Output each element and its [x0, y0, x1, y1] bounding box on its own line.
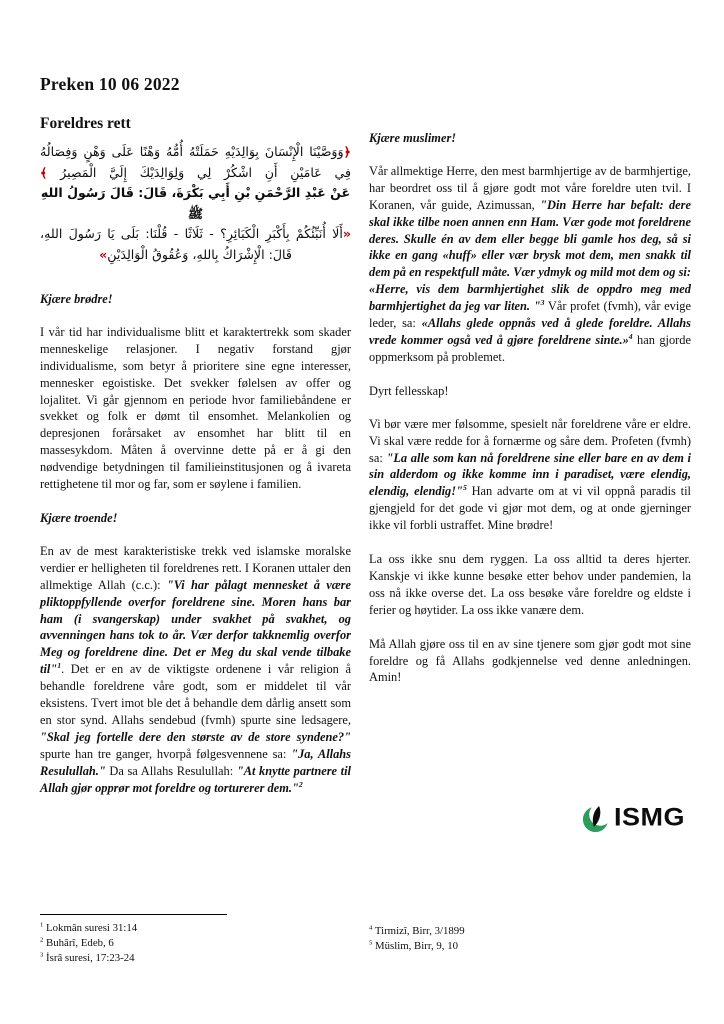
- footnote-3-text: İsrâ suresi, 17:23-24: [46, 951, 135, 964]
- footnote-3-number: 3: [40, 951, 44, 958]
- footnote-1: [40, 921, 351, 936]
- footnote-2-text: Buhârî, Edeb, 6: [46, 936, 114, 949]
- footnote-2: [40, 936, 351, 951]
- paragraph-parents-right: En av de mest karakteristiske trekk ved islamske moralske verdier er helligheten til foreldrenes rett. I Koranen uttaler den allmektige Allah (c.c.): "Vi har pålagt mennesket å være pliktoppfyllende overfor foreldrene sine. Moren hans bar ham (i svangerskap) under svakhet på svakhet, og avvenningen hans tok to år. Vær derfor takknemlig overfor Meg og foreldrene dine. Det er Meg du skal vende tilbake til"$^1$. Det er en av de viktigste ordenene i vår religion å behandle foreldrene våre godt, som er middelet til vår eksistens. Tvert imot ble det å behandle dem dårlig ansett som en stor synd. Allahs sendebud (fvmh) spurte sine ledsagere, "Skal jeg fortelle dere den største av de store syndene?" spurte han tre ganger, hvorpå følgesvennene sa: "Ja, Allahs Resulullah." Da sa Allahs Resulullah: "At knytte partnere til Allah gjør opprør mot foreldre og torturerer dem."$^2$: [40, 543, 352, 795]
- footnote-1-text: Lokmân suresi 31:14: [46, 922, 138, 934]
- left-column: [40, 142, 351, 813]
- section-heading-brothers: Kjære brødre!: [40, 292, 113, 306]
- paragraph-prayer: Må Allah gjøre oss til en av sine tjenere som gjør godt mot sine foreldre og få Allahs godkjennelse ved denne anledningen. Amin!: [369, 636, 691, 685]
- ismg-logo: [580, 801, 685, 834]
- arabic-quran-verse: ﴿وَوَصَّيْنَا الْإِنْسَانَ بِوَالِدَيْهِ حَمَلَتْهُ أُمُّهُ وَهْنًا عَلَى وَهْنٍ وَفِصَالُهُ فِي عَامَيْنِ أَنِ اشْكُرْ لِي وَلِوَالِدَيْكَ إِلَيَّ الْمَصِيرُ ﴾: [40, 144, 351, 180]
- paragraph-visit: La oss ikke snu dem ryggen. La oss alltid ta deres hjerter. Kanskje vi ikke kunne besøke etter behov under pandemien, la oss nå ikke overse det. La oss besøke våre foreldre og eldste i ferier og høytider. La oss ikke vanære dem.: [369, 552, 691, 617]
- page-subtitle: Foreldres rett: [40, 115, 131, 132]
- footnote-4-number: 4: [369, 924, 373, 932]
- paragraph-sensitivity: Vi bør være mer følsomme, spesielt når foreldrene våre er eldre. Vi skal være redde for å fornærme og såre dem. Profeten (fvmh) sa: "La alle som kan nå foreldrene sine eller bare en av dem i sin alderdom og ikke komme inn i paradiset, være elendig, elendig, elendig!"$^5$ Han advarte om at vi vil oppnå paradis til gjengjeld for det gode vi gjør mot dem, og at onde gjerninger ikke vil forbli ustraffet. Mine brødre!: [369, 416, 691, 533]
- page-title: Preken 10 06 2022: [40, 74, 180, 94]
- crescent-leaf-icon: [580, 801, 613, 834]
- arabic-narration-line: عَنْ عَبْدِ الرَّحْمَنِ بْنِ أَبِي بَكْرَةَ، قَالَ: قَالَ رَسُولُ اللهِ ﷺ: [40, 185, 351, 221]
- footnote-4-text: Tirmizî, Birr, 3/1899: [374, 925, 465, 937]
- section-heading-muslims: Kjære muslimer!: [369, 131, 457, 145]
- footnotes-right: [369, 924, 691, 954]
- paragraph-quran-command: Vår allmektige Herre, den mest barmhjertige av de barmhjertige, har beordret oss til å gjøre godt mot våre foreldre uten tvil. I Koranen, vår guide, Azimussan, "Din Herre har befalt: dere skal ikke tilbe noen annen enn Ham. Vær gode mot foreldrene deres. Skulle én av dem eller begge bli gamle hos deg, så si ikke en gang «huff» eller vær brysk mot dem, men snakk til dem på en respektfull måte. Vær ydmyk og mild mot dem og si: «Herre, vis dem barmhjertighet slik de oppdro meg med barmhjertighet da jeg var liten. "$^3$ Vår profet (fvmh), vår evige leder, sa: «Allahs glede oppnås ved å glede foreldre. Allahs vrede kommer også ved å gjøre foreldrene sinte.»$^4$ han gjorde oppmerksom på problemet.: [369, 163, 691, 364]
- paragraph-individualism: I vår tid har individualisme blitt et karaktertrekk som skader menneskelige relasjoner. I negativ forstand gjør individualisme, som betyr å prioritere sine egne interesser, mennesker egoistiske. Det svekker følelsen av offer og lojalitet. Vi går gjennom en periode hvor familiebåndene er svekket og folk er dømt til ensomhet. Melankolien og depresjonen forårsaket av ensomhet har blitt til en massesykdom. Måten å overvinne dette på er å gi den nødvendige betydningen til familieinstitusjonen og å ivareta rettighetene til mor og far, som er søylene i familien.: [40, 324, 351, 492]
- footnote-5: [369, 939, 691, 954]
- footnote-3: [40, 951, 351, 966]
- section-heading-community: Dyrt fellesskap!: [369, 383, 449, 398]
- footnotes-left: [40, 914, 351, 965]
- footnote-4: [369, 924, 691, 939]
- arabic-hadith-line: «أَلَا أُنَبِّئُكُمْ بِأَكْبَرِ الْكَبَائِرِ؟ - ثَلَاثًا - قُلْنَا: بَلَى يَا رَسُولَ اللهِ، قَالَ: الْإِشْرَاكُ بِاللهِ، وَعُقُوقُ الْوَالِدَيْنِ»: [40, 226, 351, 262]
- footnote-5-number: 5: [369, 939, 373, 947]
- footnote-separator: [40, 914, 227, 915]
- arabic-quote-block: [40, 142, 351, 265]
- footnote-5-text: Müslim, Birr, 9, 10: [375, 939, 458, 952]
- footnote-2-number: 2: [40, 936, 44, 944]
- right-column: [369, 130, 691, 703]
- footnote-1-number: 1: [40, 921, 44, 929]
- document-header: [40, 74, 360, 133]
- ismg-logo-text: ISMG: [614, 803, 686, 831]
- section-heading-believers: Kjære troende!: [40, 510, 118, 525]
